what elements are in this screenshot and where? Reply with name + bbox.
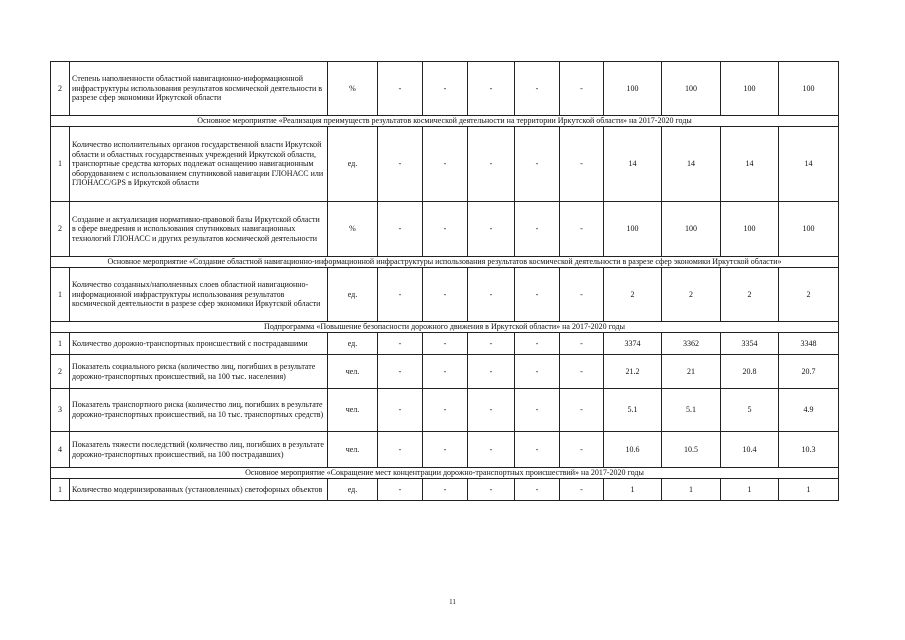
- indicator-value: 1: [604, 479, 662, 501]
- indicator-value: 20.8: [721, 355, 779, 389]
- indicator-value: -: [515, 62, 560, 116]
- indicator-value: -: [560, 333, 604, 355]
- section-title: Подпрограмма «Повышение безопасности дорожного движения в Иркутской области» на 2017-2020 годы: [51, 322, 839, 333]
- indicator-name: Количество исполнительных органов государственной власти Иркутской области и областных государственных учреждений Иркутской области, транспортные средства которых подлежат оснащению навигационным оборудованием с использованием спутниковой навигации ГЛОНАСС или ГЛОНАСС/GPS в Иркутской области: [70, 127, 328, 202]
- indicator-value: -: [515, 333, 560, 355]
- indicator-value: -: [378, 62, 423, 116]
- indicator-value: 100: [779, 202, 839, 257]
- unit-of-measure: чел.: [328, 389, 378, 432]
- indicator-value: 2: [662, 268, 721, 322]
- indicator-value: -: [423, 389, 468, 432]
- indicator-value: 5.1: [662, 389, 721, 432]
- indicator-value: -: [560, 268, 604, 322]
- indicator-value: -: [423, 479, 468, 501]
- indicator-value: 100: [721, 202, 779, 257]
- indicator-name: Количество созданных/наполненных слоев областной навигационно-информационной инфраструктуры использования результатов космической деятельности в разрезе сфер экономики Иркутской области: [70, 268, 328, 322]
- indicator-value: -: [468, 268, 515, 322]
- indicator-row: [51, 268, 839, 322]
- indicator-value: -: [468, 202, 515, 257]
- indicator-value: 1: [779, 479, 839, 501]
- indicator-value: -: [560, 127, 604, 202]
- indicator-value: 3374: [604, 333, 662, 355]
- section-title: Основное мероприятие «Создание областной навигационно-информационной инфраструктуры использования результатов космической деятельности в разрезе сфер экономики Иркутской области»: [51, 257, 839, 268]
- indicator-value: -: [423, 62, 468, 116]
- indicator-value: 3354: [721, 333, 779, 355]
- indicator-row: [51, 62, 839, 116]
- indicator-value: 5.1: [604, 389, 662, 432]
- indicator-value: 5: [721, 389, 779, 432]
- indicator-value: 21: [662, 355, 721, 389]
- indicator-value: -: [468, 479, 515, 501]
- indicator-value: 14: [721, 127, 779, 202]
- table-body: [51, 62, 839, 501]
- indicator-value: 100: [779, 62, 839, 116]
- section-header-row: [51, 468, 839, 479]
- indicator-name: Количество модернизированных (установленных) светофорных объектов: [70, 479, 328, 501]
- indicator-value: -: [515, 389, 560, 432]
- row-number: 2: [51, 202, 70, 257]
- indicator-name: Количество дорожно-транспортных происшествий с пострадавшими: [70, 333, 328, 355]
- section-header-row: [51, 322, 839, 333]
- indicator-value: -: [515, 479, 560, 501]
- unit-of-measure: ед.: [328, 333, 378, 355]
- unit-of-measure: %: [328, 202, 378, 257]
- row-number: 1: [51, 333, 70, 355]
- row-number: 1: [51, 479, 70, 501]
- indicator-value: -: [560, 389, 604, 432]
- indicator-value: 10.4: [721, 432, 779, 468]
- indicator-value: 1: [721, 479, 779, 501]
- indicator-value: 14: [779, 127, 839, 202]
- indicator-name: Показатель транспортного риска (количество лиц, погибших в результате дорожно-транспортных происшествий, на 10 тыс. транспортных средств): [70, 389, 328, 432]
- indicator-value: 10.5: [662, 432, 721, 468]
- indicator-value: -: [560, 202, 604, 257]
- indicator-value: -: [423, 202, 468, 257]
- indicator-value: 100: [662, 202, 721, 257]
- indicator-value: -: [423, 333, 468, 355]
- indicator-name: Показатель социального риска (количество лиц, погибших в результате дорожно-транспортных происшествий, на 100 тыс. населения): [70, 355, 328, 389]
- row-number: 3: [51, 389, 70, 432]
- indicator-value: 21.2: [604, 355, 662, 389]
- indicator-row: [51, 202, 839, 257]
- indicator-value: -: [378, 333, 423, 355]
- indicator-value: 20.7: [779, 355, 839, 389]
- indicator-value: 2: [604, 268, 662, 322]
- indicator-row: [51, 389, 839, 432]
- indicator-row: [51, 127, 839, 202]
- indicator-value: 10.3: [779, 432, 839, 468]
- row-number: 2: [51, 62, 70, 116]
- unit-of-measure: ед.: [328, 268, 378, 322]
- unit-of-measure: чел.: [328, 432, 378, 468]
- indicator-value: -: [378, 202, 423, 257]
- indicator-value: -: [560, 432, 604, 468]
- indicator-value: 14: [604, 127, 662, 202]
- indicator-row: [51, 355, 839, 389]
- indicator-value: 10.6: [604, 432, 662, 468]
- indicator-value: -: [378, 389, 423, 432]
- indicator-value: -: [423, 127, 468, 202]
- indicator-name: Степень наполненности областной навигационно-информационной инфраструктуры использования результатов космической деятельности в разрезе сфер экономики Иркутской области: [70, 62, 328, 116]
- indicator-name: Показатель тяжести последствий (количество лиц, погибших в результате дорожно-транспортных происшествий, на 100 пострадавших): [70, 432, 328, 468]
- indicator-value: -: [378, 127, 423, 202]
- indicator-value: 100: [604, 62, 662, 116]
- unit-of-measure: ед.: [328, 127, 378, 202]
- indicator-value: -: [515, 432, 560, 468]
- indicator-value: 14: [662, 127, 721, 202]
- indicator-value: 3348: [779, 333, 839, 355]
- unit-of-measure: ед.: [328, 479, 378, 501]
- unit-of-measure: %: [328, 62, 378, 116]
- indicator-value: -: [378, 355, 423, 389]
- indicator-value: -: [378, 268, 423, 322]
- unit-of-measure: чел.: [328, 355, 378, 389]
- section-header-row: [51, 116, 839, 127]
- indicator-value: 100: [721, 62, 779, 116]
- section-header-row: [51, 257, 839, 268]
- indicator-value: -: [515, 202, 560, 257]
- row-number: 2: [51, 355, 70, 389]
- indicator-row: [51, 432, 839, 468]
- row-number: 4: [51, 432, 70, 468]
- indicator-value: 2: [721, 268, 779, 322]
- indicator-value: -: [468, 432, 515, 468]
- indicator-name: Создание и актуализация нормативно-правовой базы Иркутской области в сфере внедрения и использования спутниковых навигационных технологий ГЛОНАСС и других результатов космической деятельности: [70, 202, 328, 257]
- indicator-row: [51, 333, 839, 355]
- page-number: 11: [449, 598, 456, 606]
- indicator-value: -: [560, 479, 604, 501]
- indicators-table: [50, 61, 839, 501]
- row-number: 1: [51, 268, 70, 322]
- indicator-value: 2: [779, 268, 839, 322]
- section-title: Основное мероприятие «Реализация преимуществ результатов космической деятельности на территории Иркутской области» на 2017-2020 годы: [51, 116, 839, 127]
- indicator-value: -: [468, 389, 515, 432]
- indicator-value: -: [515, 355, 560, 389]
- indicator-value: -: [423, 432, 468, 468]
- indicator-value: 100: [662, 62, 721, 116]
- indicator-value: 3362: [662, 333, 721, 355]
- indicator-value: -: [378, 432, 423, 468]
- indicator-value: 100: [604, 202, 662, 257]
- row-number: 1: [51, 127, 70, 202]
- indicator-value: -: [468, 127, 515, 202]
- indicator-value: 4.9: [779, 389, 839, 432]
- indicator-value: -: [515, 268, 560, 322]
- indicator-row: [51, 479, 839, 501]
- indicator-value: -: [423, 355, 468, 389]
- indicator-value: 1: [662, 479, 721, 501]
- indicator-value: -: [468, 62, 515, 116]
- section-title: Основное мероприятие «Сокращение мест концентрации дорожно-транспортных происшествий» на 2017-2020 годы: [51, 468, 839, 479]
- indicator-value: -: [378, 479, 423, 501]
- indicator-value: -: [560, 62, 604, 116]
- indicator-value: -: [560, 355, 604, 389]
- indicator-value: -: [468, 333, 515, 355]
- indicator-value: -: [423, 268, 468, 322]
- indicator-value: -: [515, 127, 560, 202]
- indicator-value: -: [468, 355, 515, 389]
